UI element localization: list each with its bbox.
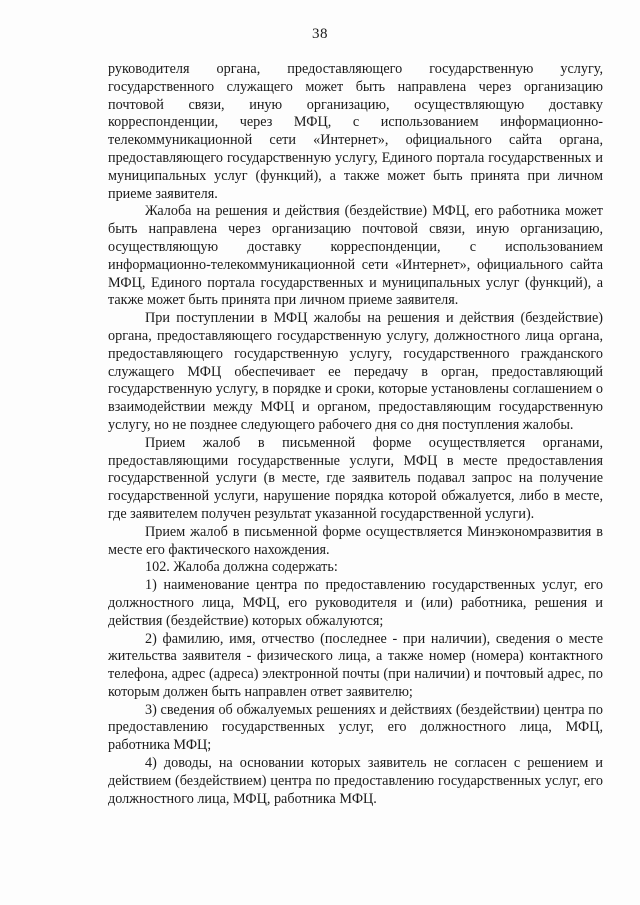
paragraph: Прием жалоб в письменной форме осуществляется Минэкономразвития в месте его фактического нахождения.	[108, 523, 603, 558]
paragraph: 1) наименование центра по предоставлению государственных услуг, его должностного лица, МФЦ, его руководителя и (или) работника, решения и действия (бездействие) которых обжалуются;	[108, 577, 603, 629]
document-body	[108, 61, 603, 808]
paragraph: 4) доводы, на основании которых заявитель не согласен с решением и действием (бездействием) центра по предоставлению государственных услуг, его должностного лица, МФЦ, работника МФЦ.	[108, 755, 603, 807]
page-number: 38	[312, 26, 328, 42]
paragraph: 102. Жалоба должна содержать:	[145, 559, 338, 576]
paragraph: При поступлении в МФЦ жалобы на решения и действия (бездействие) органа, предоставляющего государственную услугу, должностного лица органа, предоставляющего государственную услугу, государственного гражданского служащего МФЦ обеспечивает ее передачу в орган, предоставляющий государственную услугу, в порядке и сроки, которые установлены соглашением о взаимодействии между МФЦ и органом, предоставляющим государственную услугу, но не позднее следующего рабочего дня со дня поступления жалобы.	[108, 310, 603, 433]
paragraph: Жалоба на решения и действия (бездействие) МФЦ, его работника может быть направлена через организацию почтовой связи, иную организацию, осуществляющую доставку корреспонденции, с использованием информационно-телекоммуникационной сети «Интернет», официального сайта МФЦ, Единого портала государственных и муниципальных услуг (функций), а также может быть принята при личном приеме заявителя.	[108, 203, 603, 309]
paragraph: 2) фамилию, имя, отчество (последнее - при наличии), сведения о месте жительства заявителя - физического лица, а также номер (номера) контактного телефона, адрес (адреса) электронной почты (при наличии) и почтовый адрес, по которым должен быть направлен ответ заявителю;	[108, 630, 603, 700]
paragraph: Прием жалоб в письменной форме осуществляется органами, предоставляющими государственные услуги, МФЦ в месте предоставления государственной услуги (в месте, где заявитель подавал запрос на получение государственной услуги, нарушение порядка которой обжалуется, либо в месте, где заявителем получен результат указанной государственной услуги).	[108, 434, 603, 522]
paragraph: 3) сведения об обжалуемых решениях и действиях (бездействии) центра по предоставлению государственных услуг, его должностного лица, МФЦ, работника МФЦ;	[108, 701, 603, 754]
paragraph: руководителя органа, предоставляющего государственную услугу, государственного служащего может быть направлена через организацию почтовой связи, иную организацию, осуществляющую доставку корреспонденции, через МФЦ, с использованием информационно-телекоммуникационной сети «Интернет», официального сайта органа, предоставляющего государственную услугу, Единого портала государственных и муниципальных услуг (функций), а также может быть принята при личном приеме заявителя.	[108, 61, 603, 202]
